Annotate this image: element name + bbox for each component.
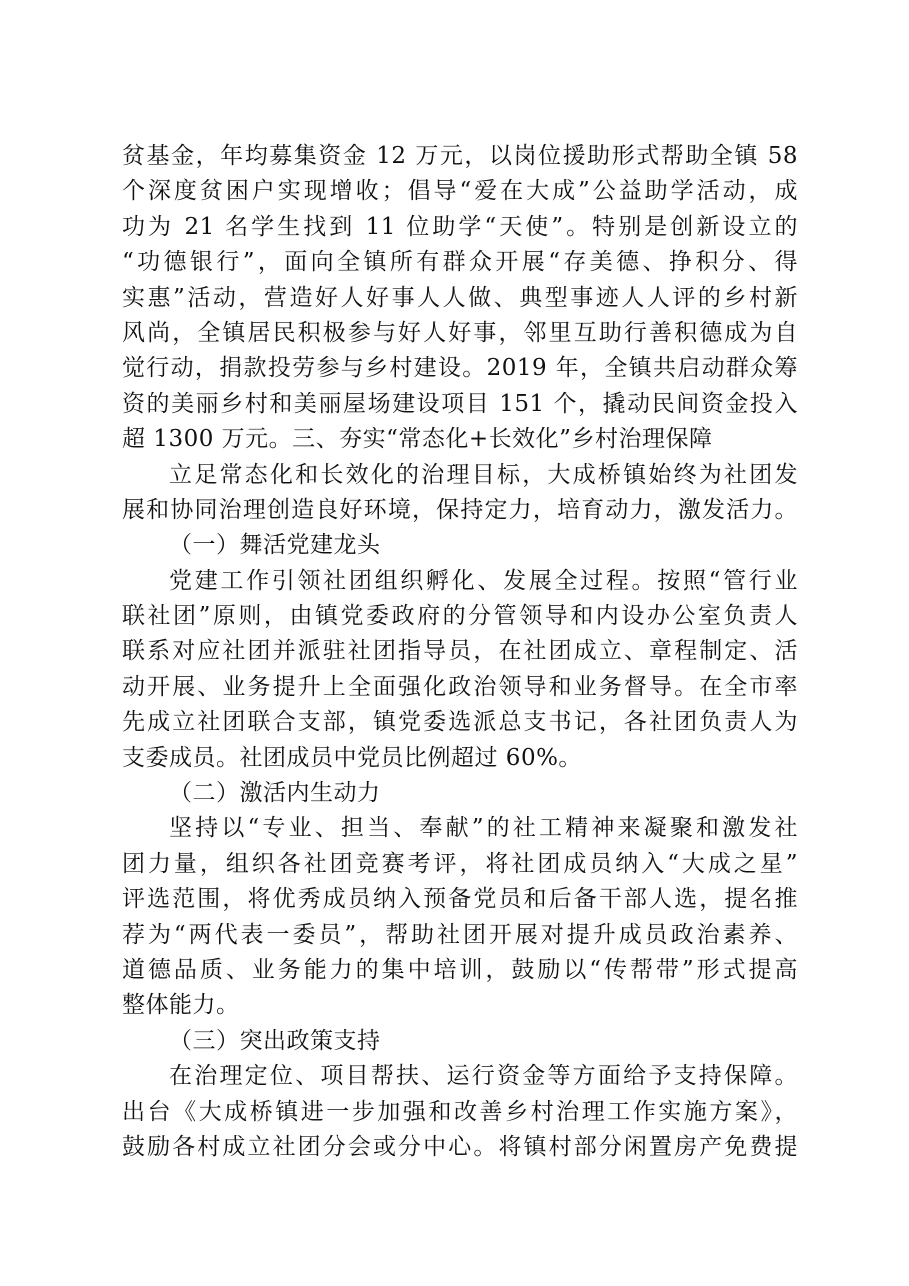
subheading: （三）突出政策支持 <box>169 1027 381 1054</box>
text-line: 功为 21 名学生找到 11 位助学“天使”。特别是创新设立的 <box>122 213 798 240</box>
text-line: 个深度贫困户实现增收；倡导“爱在大成”公益助学活动，成 <box>122 178 798 205</box>
document-body <box>122 139 798 1165</box>
subheading: （二）激活内生动力 <box>169 780 381 807</box>
text-line: 实惠”活动，营造好人好事人人做、典型事迹人人评的乡村新 <box>122 284 798 311</box>
section-heading-line: 超 1300 万元。三、夯实“常态化+长效化”乡村治理保障 <box>122 426 713 453</box>
text-line: 动开展、业务提升上全面强化政治领导和业务督导。在全市率 <box>122 673 798 700</box>
paragraph-first-line: 在治理定位、项目帮扶、运行资金等方面给予支持保障。 <box>169 1063 798 1090</box>
text-line: 评选范围，将优秀成员纳入预备党员和后备干部人选，提名推 <box>122 886 798 913</box>
subheading: （一）舞活党建龙头 <box>169 532 381 559</box>
text-line: 展和协同治理创造良好环境，保持定力，培育动力，激发活力。 <box>122 496 798 523</box>
text-line: 联社团”原则，由镇党委政府的分管领导和内设办公室负责人 <box>122 603 798 630</box>
paragraph-first-line: 党建工作引领社团组织孵化、发展全过程。按照“管行业 <box>169 567 798 594</box>
paragraph-first-line: 立足常态化和长效化的治理目标，大成桥镇始终为社团发 <box>169 461 798 488</box>
text-line: 出台《大成桥镇进一步加强和改善乡村治理工作实施方案》， <box>122 1098 798 1125</box>
text-line: 资的美丽乡村和美丽屋场建设项目 151 个，撬动民间资金投入 <box>122 390 798 417</box>
text-line: 荐为“两代表一委员”，帮助社团开展对提升成员政治素养、 <box>122 921 798 948</box>
text-line: 支委成员。社团成员中党员比例超过 60%。 <box>122 744 582 771</box>
text-line: 觉行动，捐款投劳参与乡村建设。2019 年，全镇共启动群众筹 <box>122 355 798 382</box>
text-line: 联系对应社团并派驻社团指导员，在社团成立、章程制定、活 <box>122 638 798 665</box>
text-line: 风尚，全镇居民积极参与好人好事，邻里互助行善积德成为自 <box>122 319 798 346</box>
text-line: 道德品质、业务能力的集中培训，鼓励以“传帮带”形式提高 <box>122 956 798 983</box>
paragraph-first-line: 坚持以“专业、担当、奉献”的社工精神来凝聚和激发社 <box>169 815 798 842</box>
text-line: 团力量，组织各社团竞赛考评，将社团成员纳入“大成之星” <box>122 850 798 877</box>
text-line: “功德银行”，面向全镇所有群众开展“存美德、挣积分、得 <box>122 249 798 276</box>
text-line: 贫基金，年均募集资金 12 万元，以岗位援助形式帮助全镇 58 <box>122 143 798 169</box>
text-line: 先成立社团联合支部，镇党委选派总支书记，各社团负责人为 <box>122 709 798 736</box>
text-line: 整体能力。 <box>122 992 240 1019</box>
text-line: 鼓励各村成立社团分会或分中心。将镇村部分闲置房产免费提 <box>122 1133 798 1160</box>
